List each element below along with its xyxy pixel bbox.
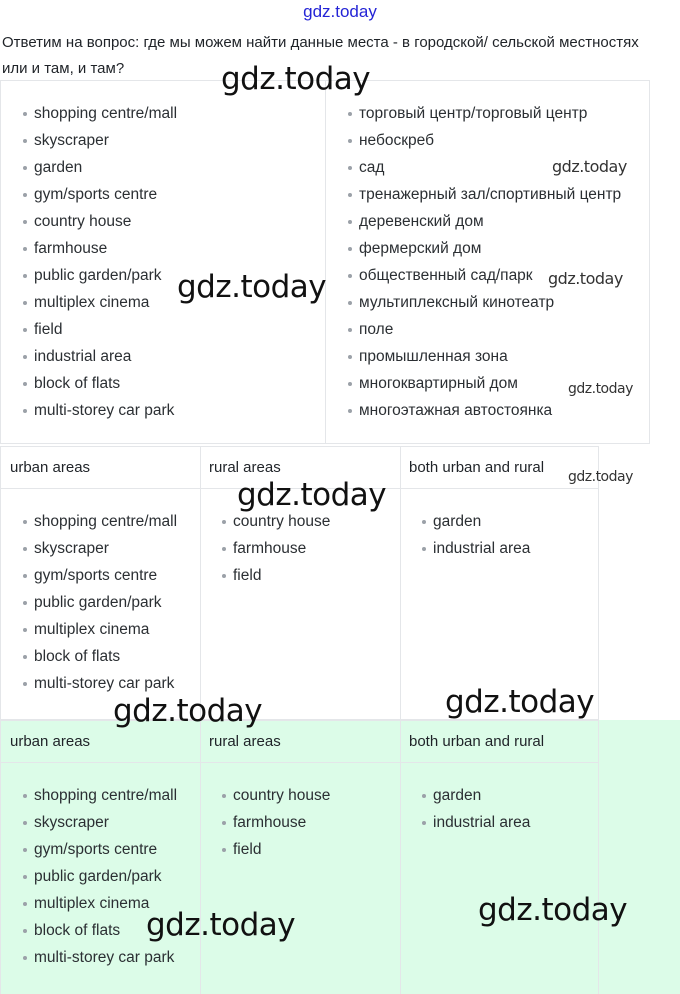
watermark: gdz.today <box>146 907 296 943</box>
list-item: industrial area <box>23 343 177 370</box>
list-item: сад <box>348 154 621 181</box>
list-item: shopping centre/mall <box>23 782 177 809</box>
watermark: gdz.today <box>568 381 633 397</box>
list-item: многоквартирный дом <box>348 370 621 397</box>
list-item: country house <box>23 208 177 235</box>
list-item: торговый центр/торговый центр <box>348 100 621 127</box>
list-item: field <box>222 562 330 589</box>
list-item: multiplex cinema <box>23 289 177 316</box>
list-item: block of flats <box>23 643 177 670</box>
rural-list <box>222 782 330 863</box>
site-title[interactable]: gdz.today <box>303 2 377 21</box>
list-item: block of flats <box>23 917 177 944</box>
header-both: both urban and rural <box>409 733 545 750</box>
answer-table-highlighted <box>0 720 599 994</box>
watermark: gdz.today <box>478 892 628 928</box>
list-item: garden <box>422 782 530 809</box>
list-item: shopping centre/mall <box>23 100 177 127</box>
header-rural: rural areas <box>209 459 281 476</box>
list-item: мультиплексный кинотеатр <box>348 289 621 316</box>
both-list <box>422 508 530 562</box>
watermark: gdz.today <box>548 269 623 288</box>
column-divider <box>325 81 326 443</box>
rural-list <box>222 508 330 589</box>
column-divider <box>400 447 401 719</box>
list-item: field <box>222 836 330 863</box>
watermark: gdz.today <box>221 61 371 97</box>
list-item: industrial area <box>422 809 530 836</box>
list-item: country house <box>222 508 330 535</box>
list-item: skyscraper <box>23 127 177 154</box>
column-divider <box>200 721 201 994</box>
list-item: тренажерный зал/спортивный центр <box>348 181 621 208</box>
list-item: farmhouse <box>222 535 330 562</box>
header-both: both urban and rural <box>409 459 545 476</box>
list-item: gym/sports centre <box>23 562 177 589</box>
watermark: gdz.today <box>113 693 263 729</box>
list-item: multiplex cinema <box>23 616 177 643</box>
list-item: skyscraper <box>23 535 177 562</box>
list-item: public garden/park <box>23 262 177 289</box>
english-word-list <box>23 100 177 424</box>
urban-list <box>23 508 177 697</box>
list-item: multiplex cinema <box>23 890 177 917</box>
question-text: Ответим на вопрос: где мы можем найти данные места - в городской/ сельской местностях или и там, и там? <box>2 34 639 77</box>
list-item: промышленная зона <box>348 343 621 370</box>
list-item: multi-storey car park <box>23 670 177 697</box>
list-item: фермерский дом <box>348 235 621 262</box>
watermark: gdz.today <box>552 157 627 176</box>
list-item: garden <box>422 508 530 535</box>
list-item: многоэтажная автостоянка <box>348 397 621 424</box>
both-list <box>422 782 530 836</box>
list-item: деревенский дом <box>348 208 621 235</box>
watermark: gdz.today <box>445 684 595 720</box>
vocabulary-box <box>0 80 650 444</box>
header-urban: urban areas <box>10 733 91 750</box>
list-item: field <box>23 316 177 343</box>
list-item: gym/sports centre <box>23 836 177 863</box>
list-item: farmhouse <box>222 809 330 836</box>
list-item: общественный сад/парк <box>348 262 621 289</box>
column-divider <box>200 447 201 719</box>
watermark: gdz.today <box>177 269 327 305</box>
list-item: country house <box>222 782 330 809</box>
list-item: небоскреб <box>348 127 621 154</box>
column-divider <box>400 721 401 994</box>
list-item: shopping centre/mall <box>23 508 177 535</box>
list-item: farmhouse <box>23 235 177 262</box>
list-item: multi-storey car park <box>23 397 177 424</box>
header-rural: rural areas <box>209 733 281 750</box>
russian-word-list <box>348 100 621 424</box>
header-urban: urban areas <box>10 459 91 476</box>
list-item: industrial area <box>422 535 530 562</box>
list-item: multi-storey car park <box>23 944 177 971</box>
header-divider <box>1 762 598 763</box>
list-item: garden <box>23 154 177 181</box>
list-item: поле <box>348 316 621 343</box>
list-item: public garden/park <box>23 589 177 616</box>
list-item: gym/sports centre <box>23 181 177 208</box>
list-item: block of flats <box>23 370 177 397</box>
watermark: gdz.today <box>237 477 387 513</box>
list-item: public garden/park <box>23 863 177 890</box>
watermark: gdz.today <box>568 469 633 485</box>
list-item: skyscraper <box>23 809 177 836</box>
